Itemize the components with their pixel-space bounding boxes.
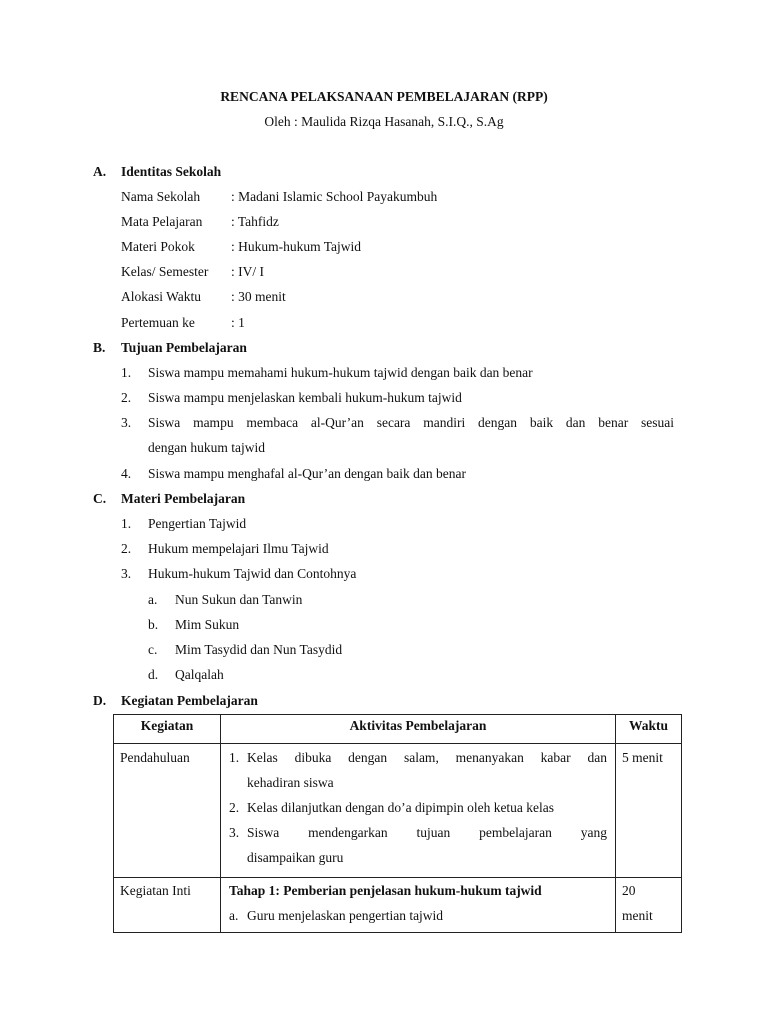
sub-list-item: Nun Sukun dan Tanwin <box>175 592 303 607</box>
list-number: 3. <box>121 415 132 430</box>
identitas-value: : Madani Islamic School Payakumbuh <box>231 189 438 204</box>
list-number: 4. <box>121 466 132 481</box>
kegiatan-label: Kegiatan Inti <box>120 883 191 898</box>
list-item-line: Kelas dilanjutkan dengan do’a dipimpin oleh ketua kelas <box>247 800 555 815</box>
list-number: 2. <box>121 541 132 556</box>
list-number: 3. <box>121 566 132 581</box>
section-a-heading: Identitas Sekolah <box>121 164 222 179</box>
list-letter: a. <box>229 908 239 923</box>
table-row <box>114 744 682 878</box>
section-b-heading: Tujuan Pembelajaran <box>121 340 247 355</box>
list-item-text <box>247 824 607 867</box>
list-item-line: disampaikan guru <box>247 850 344 865</box>
list-item: Siswa mampu menghafal al-Qur’an dengan baik dan benar <box>148 466 467 481</box>
sub-list-item: Qalqalah <box>175 667 224 682</box>
section-d-heading: Kegiatan Pembelajaran <box>121 693 258 708</box>
identitas-label: Kelas/ Semester <box>121 264 209 279</box>
table-cell <box>221 744 616 878</box>
list-item <box>229 799 607 817</box>
document-title: RENCANA PELAKSANAAN PEMBELAJARAN (RPP) <box>220 89 548 104</box>
list-item-line: Siswa mendengarkan tujuan pembelajaran yang <box>247 825 607 840</box>
list-number: 1. <box>229 750 240 765</box>
list-number: 1. <box>121 516 132 531</box>
table-header-row <box>114 715 682 744</box>
list-item: Siswa mampu membaca al-Qur’an secara mandiri dengan baik dan benar sesuai <box>148 415 674 430</box>
list-number: 3. <box>229 825 240 840</box>
identitas-value: : IV/ I <box>231 264 264 279</box>
list-item: Siswa mampu menjelaskan kembali hukum-hukum tajwid <box>148 390 462 405</box>
table-cell <box>221 878 616 933</box>
list-number: 1. <box>121 365 132 380</box>
sub-list-letter: c. <box>148 642 158 657</box>
table-cell <box>114 744 221 878</box>
identitas-label: Alokasi Waktu <box>121 289 202 304</box>
identitas-label: Mata Pelajaran <box>121 214 203 229</box>
list-item <box>229 749 607 792</box>
document-author: Oleh : Maulida Rizqa Hasanah, S.I.Q., S.Ag <box>264 114 504 129</box>
kegiatan-label: Pendahuluan <box>120 750 190 765</box>
table-cell <box>114 878 221 933</box>
list-item-line: kehadiran siswa <box>247 775 334 790</box>
table-header-cell: Waktu <box>616 715 682 744</box>
section-c-letter: C. <box>93 491 107 506</box>
list-item <box>229 824 607 867</box>
waktu-unit: menit <box>622 908 653 923</box>
list-item-line: Kelas dibuka dengan salam, menanyakan kabar dan <box>247 750 607 765</box>
sub-list-letter: d. <box>148 667 159 682</box>
table-row <box>114 878 682 933</box>
table-cell <box>616 744 682 878</box>
table-header-cell: Kegiatan <box>114 715 221 744</box>
list-item-line: Guru menjelaskan pengertian tajwid <box>247 908 444 923</box>
list-item: Hukum mempelajari Ilmu Tajwid <box>148 541 329 556</box>
waktu-value: 5 menit <box>622 750 663 765</box>
table-cell <box>616 878 682 933</box>
list-item <box>229 907 607 925</box>
table-header-cell: Aktivitas Pembelajaran <box>221 715 616 744</box>
section-d-letter: D. <box>93 693 107 708</box>
identitas-value: : 30 menit <box>231 289 286 304</box>
identitas-label: Pertemuan ke <box>121 315 195 330</box>
identitas-value: : 1 <box>231 315 245 330</box>
section-a-letter: A. <box>93 164 107 179</box>
sub-list-letter: a. <box>148 592 158 607</box>
section-b-letter: B. <box>93 340 106 355</box>
identitas-label: Materi Pokok <box>121 239 195 254</box>
list-item: Siswa mampu memahami hukum-hukum tajwid dengan baik dan benar <box>148 365 533 380</box>
sub-list-letter: b. <box>148 617 159 632</box>
list-item: Hukum-hukum Tajwid dan Contohnya <box>148 566 357 581</box>
identitas-value: : Tahfidz <box>231 214 279 229</box>
list-item-text <box>247 749 607 792</box>
list-number: 2. <box>229 800 240 815</box>
list-item-continued: dengan hukum tajwid <box>148 440 265 455</box>
list-number: 2. <box>121 390 132 405</box>
identitas-value: : Hukum-hukum Tajwid <box>231 239 362 254</box>
tahap-heading: Tahap 1: Pemberian penjelasan hukum-hukum tajwid <box>229 883 542 898</box>
kegiatan-table <box>113 714 682 933</box>
identitas-label: Nama Sekolah <box>121 189 201 204</box>
sub-list-item: Mim Sukun <box>175 617 240 632</box>
section-c-heading: Materi Pembelajaran <box>121 491 246 506</box>
list-item: Pengertian Tajwid <box>148 516 247 531</box>
waktu-value: 20 <box>622 883 636 898</box>
sub-list-item: Mim Tasydid dan Nun Tasydid <box>175 642 343 657</box>
